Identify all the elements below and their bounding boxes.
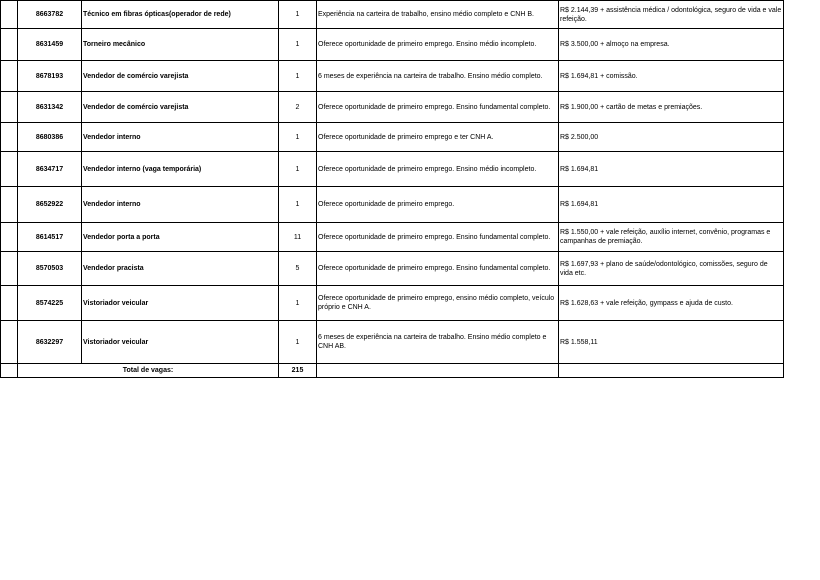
job-salary: R$ 3.500,00 + almoço na empresa. <box>559 29 784 61</box>
row-margin-cell <box>1 252 18 286</box>
job-salary: R$ 2.500,00 <box>559 123 784 152</box>
job-requirements: 6 meses de experiência na carteira de trabalho. Ensino médio completo e CNH AB. <box>317 321 559 364</box>
row-margin-cell <box>1 223 18 252</box>
job-salary: R$ 1.558,11 <box>559 321 784 364</box>
job-title: Torneiro mecânico <box>82 29 279 61</box>
total-row <box>1 364 784 378</box>
row-margin-cell <box>1 321 18 364</box>
job-quantity: 1 <box>279 152 317 187</box>
job-code: 8631342 <box>18 92 82 123</box>
job-requirements: 6 meses de experiência na carteira de trabalho. Ensino médio completo. <box>317 61 559 92</box>
job-code: 8652922 <box>18 187 82 223</box>
job-salary: R$ 2.144,39 + assistência médica / odontológica, seguro de vida e vale refeição. <box>559 1 784 29</box>
job-title: Vendedor interno <box>82 187 279 223</box>
job-code: 8634717 <box>18 152 82 187</box>
total-label: Total de vagas: <box>18 364 279 378</box>
total-value: 215 <box>279 364 317 378</box>
job-title: Vistoriador veicular <box>82 286 279 321</box>
table-row <box>1 152 784 187</box>
row-margin-cell <box>1 152 18 187</box>
job-code: 8678193 <box>18 61 82 92</box>
job-requirements: Oferece oportunidade de primeiro emprego. Ensino fundamental completo. <box>317 92 559 123</box>
table-row <box>1 61 784 92</box>
row-margin-cell <box>1 61 18 92</box>
job-code: 8663782 <box>18 1 82 29</box>
job-code: 8631459 <box>18 29 82 61</box>
job-requirements: Oferece oportunidade de primeiro emprego. Ensino fundamental completo. <box>317 223 559 252</box>
table-row <box>1 29 784 61</box>
total-empty-cell <box>559 364 784 378</box>
job-salary: R$ 1.694,81 <box>559 187 784 223</box>
job-quantity: 1 <box>279 286 317 321</box>
job-requirements: Oferece oportunidade de primeiro emprego. Ensino fundamental completo. <box>317 252 559 286</box>
job-requirements: Oferece oportunidade de primeiro emprego, ensino médio completo, veículo próprio e CNH A. <box>317 286 559 321</box>
job-code: 8632297 <box>18 321 82 364</box>
table-row <box>1 1 784 29</box>
job-salary: R$ 1.694,81 <box>559 152 784 187</box>
job-quantity: 1 <box>279 187 317 223</box>
job-quantity: 5 <box>279 252 317 286</box>
job-title: Vendedor interno <box>82 123 279 152</box>
row-margin-cell <box>1 29 18 61</box>
job-quantity: 1 <box>279 29 317 61</box>
job-salary: R$ 1.697,93 + plano de saúde/odontológico, comissões, seguro de vida etc. <box>559 252 784 286</box>
table-row <box>1 123 784 152</box>
job-requirements: Oferece oportunidade de primeiro emprego. Ensino médio incompleto. <box>317 29 559 61</box>
row-margin-cell <box>1 1 18 29</box>
job-title: Vistoriador veicular <box>82 321 279 364</box>
job-requirements: Oferece oportunidade de primeiro emprego e ter CNH A. <box>317 123 559 152</box>
row-margin-cell <box>1 364 18 378</box>
table-row <box>1 286 784 321</box>
row-margin-cell <box>1 92 18 123</box>
job-title: Vendedor porta a porta <box>82 223 279 252</box>
row-margin-cell <box>1 187 18 223</box>
job-salary: R$ 1.550,00 + vale refeição, auxílio internet, convênio, programas e campanhas de premiação. <box>559 223 784 252</box>
job-title: Vendedor de comércio varejista <box>82 92 279 123</box>
job-code: 8574225 <box>18 286 82 321</box>
table-row <box>1 252 784 286</box>
job-requirements: Oferece oportunidade de primeiro emprego. <box>317 187 559 223</box>
job-salary: R$ 1.694,81 + comissão. <box>559 61 784 92</box>
job-title: Vendedor de comércio varejista <box>82 61 279 92</box>
job-code: 8680386 <box>18 123 82 152</box>
job-title: Vendedor interno (vaga temporária) <box>82 152 279 187</box>
job-title: Técnico em fibras ópticas(operador de rede) <box>82 1 279 29</box>
table-row <box>1 223 784 252</box>
job-quantity: 1 <box>279 1 317 29</box>
job-quantity: 1 <box>279 123 317 152</box>
job-title: Vendedor pracista <box>82 252 279 286</box>
job-quantity: 2 <box>279 92 317 123</box>
job-quantity: 1 <box>279 321 317 364</box>
job-salary: R$ 1.900,00 + cartão de metas e premiações. <box>559 92 784 123</box>
job-requirements: Experiência na carteira de trabalho, ensino médio completo e CNH B. <box>317 1 559 29</box>
total-empty-cell <box>317 364 559 378</box>
job-quantity: 1 <box>279 61 317 92</box>
table-row <box>1 187 784 223</box>
job-quantity: 11 <box>279 223 317 252</box>
job-salary: R$ 1.628,63 + vale refeição, gympass e ajuda de custo. <box>559 286 784 321</box>
table-row <box>1 92 784 123</box>
job-code: 8570503 <box>18 252 82 286</box>
job-code: 8614517 <box>18 223 82 252</box>
row-margin-cell <box>1 286 18 321</box>
job-requirements: Oferece oportunidade de primeiro emprego. Ensino médio incompleto. <box>317 152 559 187</box>
row-margin-cell <box>1 123 18 152</box>
table-row <box>1 321 784 364</box>
